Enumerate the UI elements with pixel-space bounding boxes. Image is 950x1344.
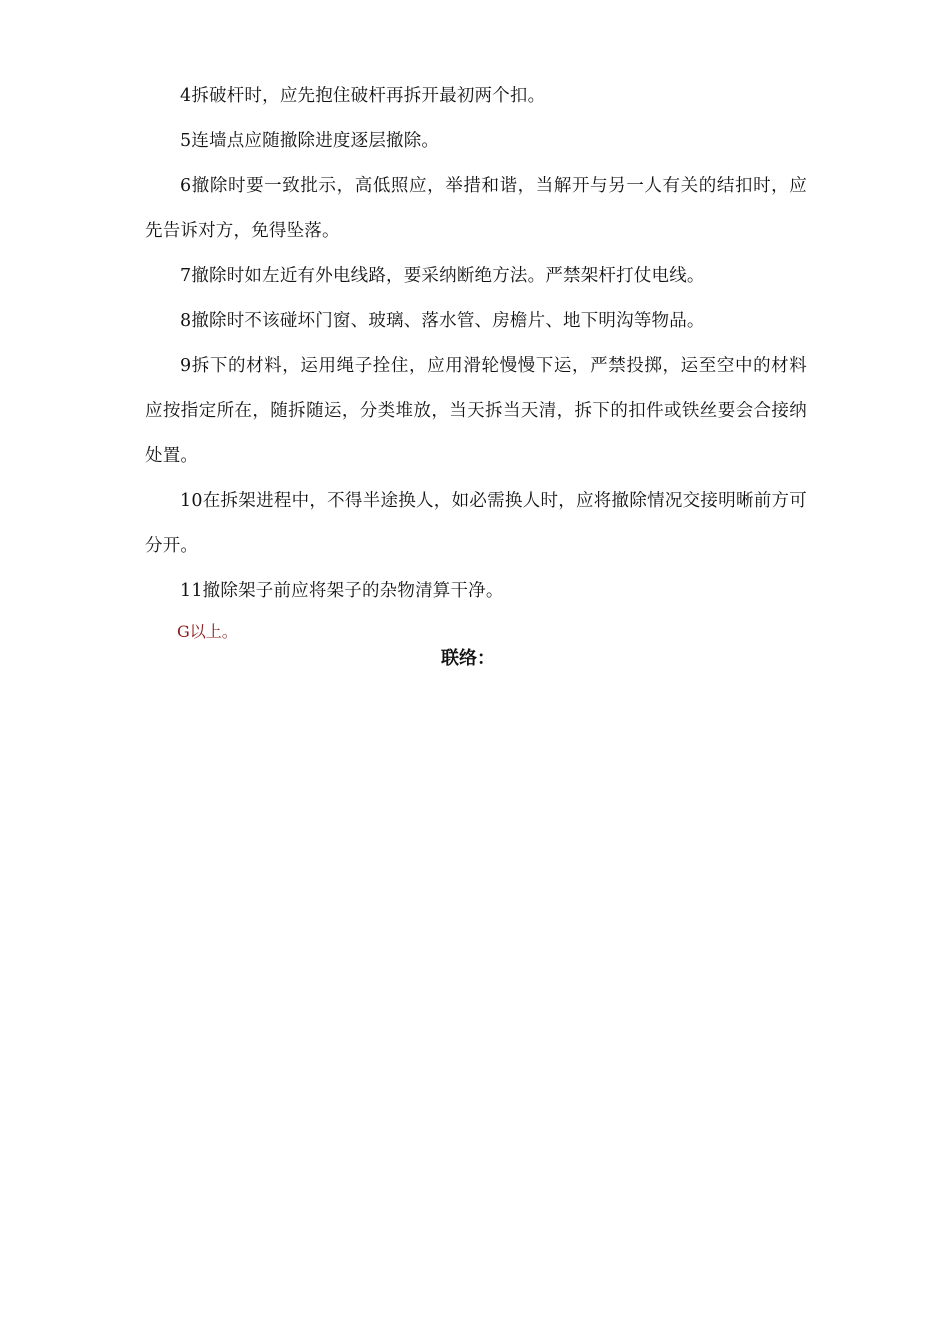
paragraph-7: 7撤除时如左近有外电线路，要采纳断绝方法。严禁架杆打仗电线。 — [180, 266, 705, 286]
contact-heading: 联络： — [441, 648, 495, 669]
note-text: G以上。 — [177, 622, 238, 641]
paragraph-9: 9拆下的材料，运用绳子拴住，应用滑轮慢慢下运，严禁投掷，运至空中的材料应按指定所在，随拆随运，分类堆放，当天拆当天清，拆下的扣件或铁丝要会合接纳处置。 — [145, 356, 807, 466]
paragraph-4: 4拆破杆时，应先抱住破杆再拆开最初两个扣。 — [180, 86, 546, 106]
paragraph-8: 8撤除时不该碰坏门窗、玻璃、落水管、房檐片、地下明沟等物品。 — [180, 311, 705, 331]
paragraph-6: 6撤除时要一致批示，高低照应，举措和谐，当解开与另一人有关的结扣时，应先告诉对方，免得坠落。 — [145, 176, 807, 241]
paragraph-11: 11撤除架子前应将架子的杂物清算干净。 — [180, 581, 504, 601]
paragraph-5: 5连墙点应随撤除进度逐层撤除。 — [180, 131, 440, 151]
paragraph-10: 10在拆架进程中，不得半途换人，如必需换人时，应将撤除情况交接明晰前方可分开。 — [145, 491, 807, 556]
document-body — [145, 74, 807, 670]
